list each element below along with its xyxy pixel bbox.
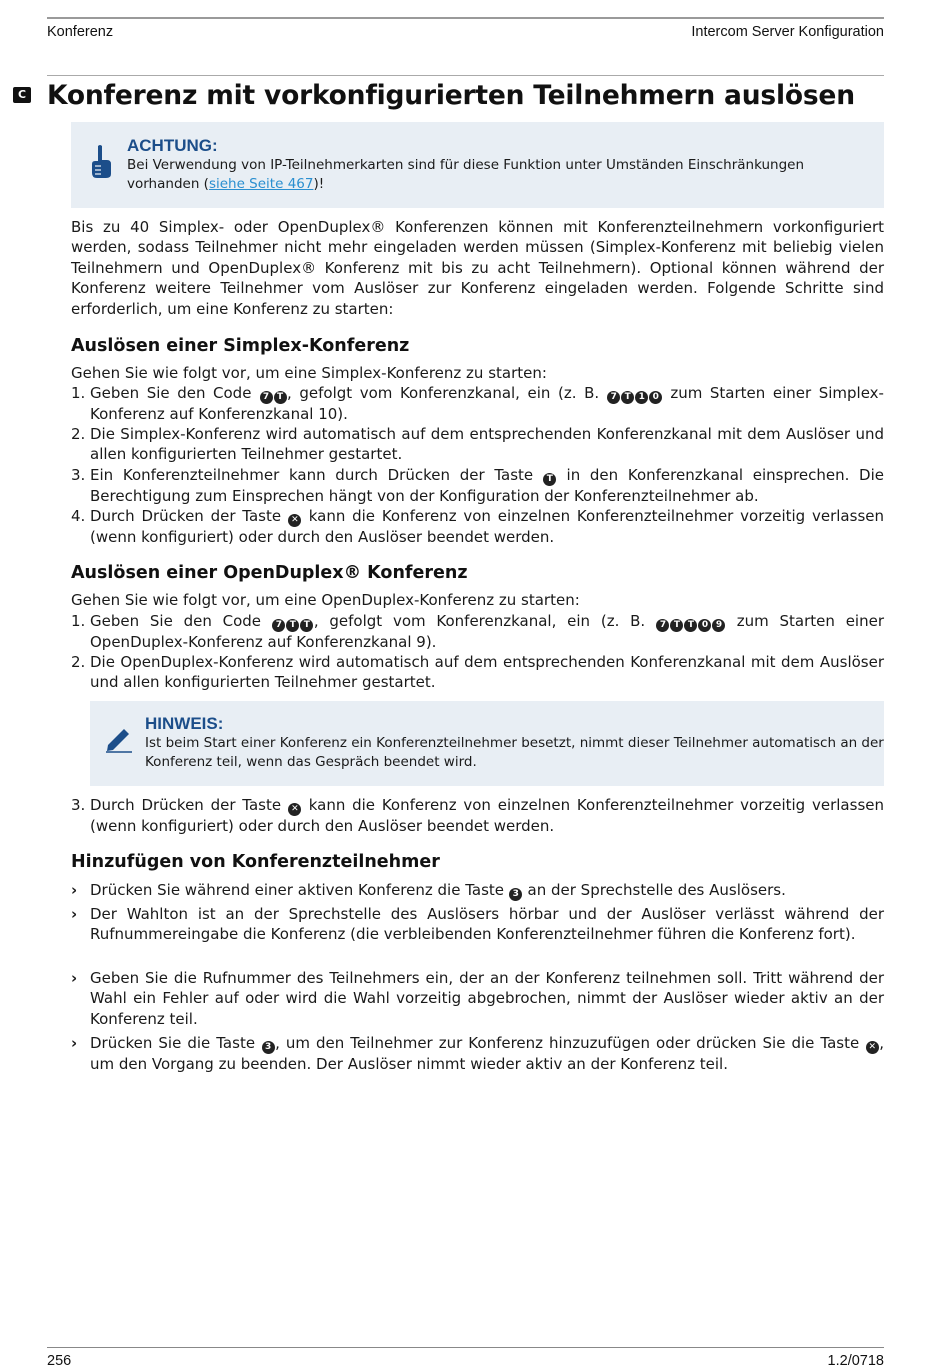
bullet-arrow-icon: › — [71, 1034, 78, 1052]
key-3-icon: 3 — [509, 888, 522, 901]
item-text: Der Wahlton ist an der Sprechstelle des Auslösers hörbar und der Auslöser verlässt während der Rufnummereingabe die Konferenz (die verbleibenden Konferenzteilnehmer führen die Konferenz fort). — [90, 905, 884, 944]
key-t-icon: T — [670, 619, 683, 632]
key-x-icon: ✕ — [288, 514, 301, 527]
list-item — [71, 424, 884, 465]
key-3-icon: 3 — [262, 1041, 275, 1054]
warning-hand-icon — [89, 144, 113, 180]
duplex-heading: Auslösen einer OpenDuplex® Konferenz — [71, 563, 468, 583]
step-number: 4. — [71, 507, 86, 525]
warning-title: ACHTUNG: — [127, 136, 218, 155]
step-text: Durch Drücken der Taste — [90, 507, 288, 525]
key-7-icon: 7 — [272, 619, 285, 632]
list-item — [71, 795, 884, 836]
step-text: zum Starten einer Simplex-Konferenz auf Konferenzkanal 10). — [90, 384, 884, 423]
key-7-icon: 7 — [607, 391, 620, 404]
bullet-arrow-icon: › — [71, 905, 78, 923]
key-7-icon: 7 — [260, 391, 273, 404]
key-x-icon: ✕ — [866, 1041, 879, 1054]
key-1-icon: 1 — [635, 391, 648, 404]
step-text: Die Simplex-Konferenz wird automatisch auf dem entsprechenden Konferenzkanal mit dem Auslöser und allen konfigurierten Teilnehmer gestartet. — [90, 425, 884, 464]
key-x-icon: ✕ — [288, 803, 301, 816]
key-t-icon: T — [300, 619, 313, 632]
warning-text — [127, 156, 872, 194]
step-text: Die OpenDuplex-Konferenz wird automatisch auf dem entsprechenden Konferenzkanal mit dem Auslöser und allen konfigurierten Teilnehmer gestartet. — [90, 653, 884, 692]
key-t-icon: T — [543, 473, 556, 486]
intro-paragraph: Bis zu 40 Simplex- oder OpenDuplex® Konferenzen können mit Konferenzteilnehmern vorkonfiguriert werden, sodass Teilnehmer nicht mehr eingeladen werden müssen (Simplex-Konferenz mit beliebig vielen Teilnehmern und OpenDuplex® Konferenz mit bis zu acht Teilnehmern). Optional können während der Konferenz weitere Teilnehmer vom Auslöser zur Konferenz eingeladen werden. Folgende Schritte sind erforderlich, um eine Konferenz zu starten: — [71, 218, 884, 318]
warning-text-end: )! — [313, 176, 325, 192]
list-item — [71, 1033, 884, 1074]
step-number: 3. — [71, 796, 86, 814]
simplex-lead: Gehen Sie wie folgt vor, um eine Simplex-Konferenz zu starten: — [71, 364, 547, 382]
step-text: , gefolgt vom Konferenzkanal, ein (z. B. — [313, 612, 656, 630]
list-item — [71, 880, 884, 901]
step-text: kann die Konferenz von einzelnen Konferenzteilnehmer vorzeitig verlassen (wenn konfiguriert) oder durch den Auslöser beendet werden. — [90, 796, 884, 835]
key-0-icon: 0 — [649, 391, 662, 404]
list-item — [71, 465, 884, 506]
key-t-icon: T — [274, 391, 287, 404]
step-text: Ein Konferenzteilnehmer kann durch Drücken der Taste — [90, 466, 543, 484]
warning-box — [71, 122, 884, 208]
item-text: Drücken Sie während einer aktiven Konferenz die Taste — [90, 881, 509, 899]
note-text: Ist beim Start einer Konferenz ein Konferenzteilnehmer besetzt, nimmt dieser Teilnehmer automatisch an der Konferenz teil, wenn das Gespräch beendet wird. — [145, 735, 884, 770]
header-rule-top — [47, 17, 884, 19]
page-link[interactable]: siehe Seite 467 — [208, 176, 314, 192]
pencil-icon — [104, 723, 134, 753]
item-text: Geben Sie die Rufnummer des Teilnehmers ein, der an der Konferenz teilnehmen soll. Tritt während der Wahl ein Fehler auf oder wird die Wahl vorzeitig abgebrochen, nimmt der Auslöser wieder aktiv an der Konferenz teil. — [90, 969, 884, 1028]
warning-text-part: Bei Verwendung von IP-Teilnehmerkarten sind für diese Funktion unter Umständen Einschränkungen vorhanden ( — [127, 157, 805, 192]
header-chapter: Konferenz — [47, 24, 114, 40]
step-text: , gefolgt vom Konferenzkanal, ein (z. B. — [287, 384, 607, 402]
section-badge: C — [13, 87, 31, 103]
step-text: Durch Drücken der Taste — [90, 796, 288, 814]
key-t-icon: T — [621, 391, 634, 404]
step-text: zum Starten einer OpenDuplex-Konferenz auf Konferenzkanal 9). — [90, 612, 884, 651]
step-text: Geben Sie den Code — [90, 384, 260, 402]
key-t-icon: T — [286, 619, 299, 632]
list-item — [71, 506, 884, 547]
step-number: 2. — [71, 653, 86, 671]
step-text: Geben Sie den Code — [90, 612, 272, 630]
step-text: in den Konferenzkanal einsprechen. Die Berechtigung zum Einsprechen hängt von der Konfiguration der Konferenzteilnehmer ab. — [90, 466, 884, 505]
list-item — [71, 904, 884, 945]
page-number: 256 — [47, 1353, 72, 1369]
simplex-heading: Auslösen einer Simplex-Konferenz — [71, 336, 410, 356]
doc-version: 1.2/0718 — [827, 1353, 884, 1369]
list-item — [71, 968, 884, 1029]
header-doc-title: Intercom Server Konfiguration — [691, 24, 884, 40]
page-title: Konferenz mit vorkonfigurierten Teilnehmern auslösen — [47, 80, 855, 111]
step-text: kann die Konferenz von einzelnen Konferenzteilnehmer vorzeitig verlassen (wenn konfiguriert) oder durch den Auslöser beendet werden. — [90, 507, 884, 546]
step-number: 3. — [71, 466, 86, 484]
footer-rule — [47, 1347, 884, 1348]
key-t-icon: T — [684, 619, 697, 632]
step-number: 1. — [71, 612, 86, 630]
duplex-lead: Gehen Sie wie folgt vor, um eine OpenDuplex-Konferenz zu starten: — [71, 591, 580, 609]
list-item — [71, 383, 884, 424]
add-heading: Hinzufügen von Konferenzteilnehmer — [71, 852, 440, 872]
note-title: HINWEIS: — [145, 714, 224, 733]
key-7-icon: 7 — [656, 619, 669, 632]
list-item — [71, 611, 884, 652]
item-text: , um den Vorgang zu beenden. Der Auslöser nimmt wieder aktiv an der Konferenz teil. — [90, 1034, 884, 1073]
item-text: an der Sprechstelle des Auslösers. — [522, 881, 786, 899]
step-number: 1. — [71, 384, 86, 402]
key-0-icon: 0 — [698, 619, 711, 632]
header-rule-bottom — [47, 75, 884, 76]
step-number: 2. — [71, 425, 86, 443]
list-item — [71, 652, 884, 693]
note-box — [90, 701, 884, 786]
key-9-icon: 9 — [712, 619, 725, 632]
item-text: , um den Teilnehmer zur Konferenz hinzuzufügen oder drücken Sie die Taste — [275, 1034, 866, 1052]
item-text: Drücken Sie die Taste — [90, 1034, 262, 1052]
bullet-arrow-icon: › — [71, 969, 78, 987]
bullet-arrow-icon: › — [71, 881, 78, 899]
